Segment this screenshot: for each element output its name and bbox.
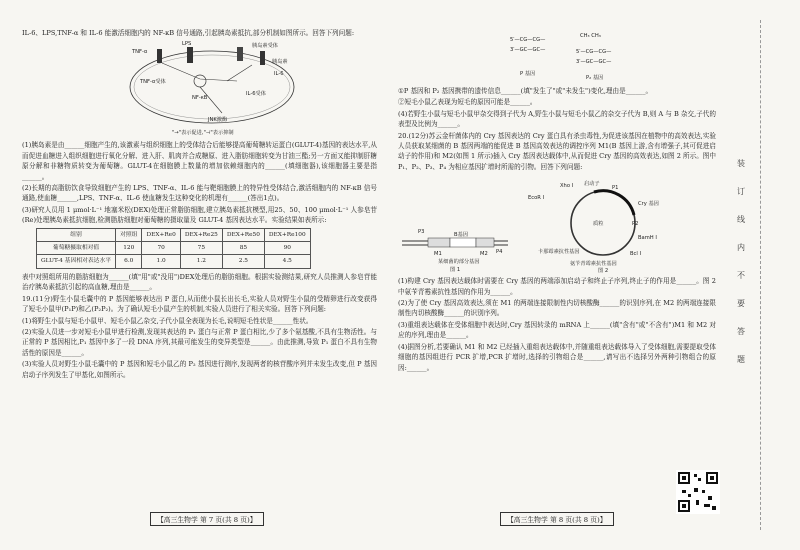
- question-20: 20.(12分)苏云金杆菌体内的 Cry 基因表达的 Cry 蛋白具有杀虫毒性,为促进该基因在植物中的高效表达,实验人员获取某细菌的 B 基因两端的能促进 B 基因高效表达的调控序列 M1(B 基因上游,含有增强子,其可促进启动子的作用)和 M2(如图 1 所示)插入 Cry 基因表达载体中,从而促进 Cry 基因的高效表达,如图 2 所示。图中 P₁、P₂、P₃、P₄ 为相应基因扩增时所需的引物。回答下列问题:: [398, 131, 716, 171]
- side-char: 要: [737, 299, 745, 308]
- p2-seq-top: 5′—CG—CG—: [576, 49, 612, 55]
- plasmid-diagram: [398, 175, 716, 273]
- p2-seq-bot: 3′—GC—GC—: [576, 59, 612, 65]
- p2-label: P2: [632, 221, 639, 228]
- tnf-label: TNF-α: [132, 49, 148, 56]
- question-20-2: (2)为了使 Cry 基因高效表达,须在 M1 的两端连接限制性内切核酸酶______的识别序列,在 M2 的两端连接限制性内切核酸酶______的识别序列。: [398, 299, 716, 318]
- question-19: 19.(11分)野生小鼠毛囊中的 P 基因能够表达出 P 蛋白,从而使小鼠长出长毛,实验人员对野生小鼠的受精卵进行改变获得了短毛小鼠甲(P₁P)和乙(P₂P₂)。为了确认短毛小鼠产生的机制,实验人员进行了相关实验。回答下列问题:: [22, 294, 377, 314]
- bgene-box: [450, 238, 476, 247]
- ecor-label: EcoR Ⅰ: [528, 195, 545, 202]
- question-1: (1)胰岛素是由______细胞产生的,该激素与组织细胞上的受体结合后能够提高葡萄糖转运蛋白(GLUT-4)基因的表达水平,从而促进血糖进入组织细胞进行氧化分解、进入肝、肌肉并合成糖原、进入脂肪细胞转变为甘油三酯;另一方面又能抑制肝糖原分解和非糖物质转变为葡萄糖。GLUT-4在细胞膜上数量的增加依赖细胞内的______(填细胞器),该细胞器主要是指______。: [22, 141, 377, 181]
- table-row: [37, 255, 311, 268]
- amp-label: 氨苄青霉素抗性基因: [570, 261, 617, 268]
- binding-line: [760, 20, 761, 530]
- table-header: DEX+Re25: [180, 228, 222, 241]
- p-seq-bot: 3′—GC—GC—: [510, 47, 546, 53]
- page-footer-left: 【高三生物学 第 7 页(共 8 页)】: [150, 512, 264, 526]
- question-19-3a: ①P 基因和 P₂ 基因携带的遗传信息______(填"发生了"或"未发生")变化,理由是______。: [398, 87, 653, 95]
- table-header: DEX+Re50: [222, 228, 264, 241]
- insulin-resistance-figure: [22, 41, 377, 137]
- table-cell: 2.5: [222, 255, 264, 268]
- table-cell: 120: [116, 242, 142, 255]
- question-2: (2)长期的高脂肪饮食导致细胞产生的 LPS、TNF-α、IL-6 能与靶细胞膜上的特异性受体结合,激活细胞内的 NF-κB 信号通路,使血糖______,LPS、TNF-α、IL-6 使血糖发生这种变化的机理有______(答出1点)。: [22, 184, 377, 203]
- p-gene-label: P 基因: [520, 71, 536, 77]
- il6r-label: IL-6受体: [246, 91, 266, 98]
- side-char: 内: [737, 243, 745, 252]
- tnfr-label: TNF-α受体: [140, 79, 166, 86]
- table-cell: 75: [180, 242, 222, 255]
- page-footer-right: 【高三生物学 第 8 页(共 8 页)】: [500, 512, 614, 526]
- question-20-1: (1)构建 Cry 基因表达载体时需要在 Cry 基因的两端添加启动子和终止子序列,终止子的作用是______。图 2 中氨苄青霉素抗性基因的作用为______。: [398, 277, 716, 296]
- table-cell: 4.5: [264, 255, 310, 268]
- m1-box: [428, 238, 450, 247]
- m2-box: [476, 238, 494, 247]
- tnf-receptor-shape: [157, 49, 162, 63]
- nfkb-label: NF-κB: [192, 95, 208, 102]
- plasmid-label: 质粒: [593, 221, 604, 228]
- question-19-4: (4)若野生小鼠与短毛小鼠甲杂交得到子代为 A,野生小鼠与短毛小鼠乙的杂交子代为 B,则 A 与 B 杂交,子代的表型及比例为______。: [398, 109, 716, 129]
- cry-label: Cry 基因: [638, 201, 659, 208]
- cry-segment: [594, 191, 634, 215]
- side-char: 订: [737, 187, 745, 196]
- table-cell: 葡萄糖摄取相对值: [37, 242, 116, 255]
- question-19-2: (2)实验人员进一步对短毛小鼠甲进行检测,发现其表达的 P₁ 蛋白与正常 P 蛋白相比,少了多个氨基酸,不具有生物活性。与正常的 P 基因相比,P₁ 基因中多了一段 DNA 序列,其最可能发生的变异类型是______。由此推测,导致 P₁ 蛋白不具有生物活性的原因是______。: [22, 327, 377, 357]
- results-table: [36, 228, 311, 269]
- question-3b: 表中对照组所用的脂肪细胞为______(填"用"或"没用")DEX处理后的脂肪细胞。根据实验测结果,研究人员推测人参皂苷能治疗胰岛素抵抗引起的高血糖,理由是______。: [22, 272, 377, 292]
- table-header: 组别: [37, 228, 116, 241]
- binding-notice: [734, 150, 748, 374]
- il6-label: IL-6: [274, 71, 284, 78]
- side-char: 不: [737, 271, 745, 280]
- methylation-figure: [398, 31, 716, 83]
- fig2-caption: 图 2: [598, 268, 609, 274]
- side-char: 装: [737, 159, 745, 168]
- question-19-3: (3)实验人员对野生小鼠毛囊中的 P 基因和短毛小鼠乙的 P₂ 基因进行测序,发现两者的核苷酸序列并未发生改变,但 P 基因启动子序列发生了甲基化,如图所示。: [22, 360, 377, 379]
- receptor-label: 胰岛素受体: [252, 43, 278, 50]
- table-header: DEX+Re100: [264, 228, 310, 241]
- left-column: [22, 28, 377, 381]
- intro-text: IL-6、LPS,TNF-α 和 IL-6 能激活细胞内的 NF-κB 信号通路,引起胰岛素抵抗,部分机制如图所示。回答下列问题:: [22, 29, 355, 37]
- insulin-label: 胰岛素: [272, 59, 288, 66]
- table-cell: 1.2: [180, 255, 222, 268]
- frag-label: 某细菌的部分基因: [438, 259, 480, 266]
- p-seq-top: 5′—CG—CG—: [510, 37, 546, 43]
- table-row: [37, 242, 311, 255]
- promoter-label: 启动子: [584, 181, 600, 188]
- m2-label: M2: [480, 251, 488, 258]
- methylation-diagram: [398, 31, 716, 83]
- lps-label: LPS: [182, 41, 192, 48]
- side-char: 答: [737, 327, 745, 336]
- plasmid-figure: [398, 175, 716, 273]
- question-19-1: (1)将野生小鼠与短毛小鼠甲、短毛小鼠乙杂交,子代小鼠全表现为长毛,说明短毛性状是______性状。: [22, 316, 313, 325]
- fig1-caption: 图 1: [450, 267, 461, 274]
- p1-label: P1: [612, 185, 619, 192]
- table-cell: 1.0: [142, 255, 180, 268]
- qr-code: [676, 470, 720, 514]
- insulin-receptor-shape: [237, 47, 243, 61]
- m1-label: M1: [434, 251, 442, 258]
- table-cell: GLUT-4 基因相对表达水平: [37, 255, 116, 268]
- table-cell: 90: [264, 242, 310, 255]
- cell-signaling-diagram: [22, 41, 377, 137]
- bgene-label: B基因: [454, 232, 468, 239]
- question-20-4: (4)据图分析,若要确认 M1 和 M2 已经插入重组表达载体中,并随重组表达载体导入了受体细胞,需要提取受体细胞的基因组进行 PCR 扩增,PCR 扩增时,选择的引物组合是______,请写出不选择另外两种引物组合的原因:______。: [398, 342, 716, 372]
- qr-code-icon: [676, 470, 720, 514]
- p2-gene-label: P₂ 基因: [586, 75, 604, 81]
- table-header-row: [37, 228, 311, 241]
- side-char: 题: [737, 355, 745, 364]
- table-cell: 85: [222, 242, 264, 255]
- figure-caption: "→"表示促进,"⊣"表示抑制: [172, 130, 234, 137]
- kana-label: 卡那霉素抗性基因: [538, 249, 580, 256]
- bcl-label: Bcl Ⅰ: [630, 251, 642, 258]
- table-cell: 6.0: [116, 255, 142, 268]
- methyl-label: CH₃ CH₃: [580, 33, 601, 39]
- table-header: 对照组: [116, 228, 142, 241]
- jnk-label: JNK激酶: [208, 117, 228, 124]
- p4-label: P4: [496, 249, 503, 256]
- right-column: [398, 28, 716, 374]
- side-char: 线: [737, 215, 745, 224]
- question-19-3b: ②短毛小鼠乙表现为短毛的原因可能是______。: [398, 98, 537, 107]
- question-3: (3)研究人员用 1 μmol·L⁻¹ 地塞米松(DEX)处理正常脂肪细胞,建立胰岛素抵抗模型,用25、50、100 μmol·L⁻¹ 人参皂苷(Re)处理胰岛素抵抗细胞,检测脂肪细胞对葡萄糖的摄取量及 GLUT-4 基因表达水平。实验结果如表所示:: [22, 205, 377, 225]
- xho-label: Xho Ⅰ: [560, 183, 574, 190]
- p3-label: P3: [418, 229, 425, 236]
- table-cell: 70: [142, 242, 180, 255]
- cell-membrane: [130, 51, 294, 123]
- table-header: DEX+Re0: [142, 228, 180, 241]
- question-20-3: (3)重组表达载体在受体细胞中表达时,Cry 基因转录的 mRNA 上______(填"含有"或"不含有")M1 和 M2 对应的序列,理由是______。: [398, 320, 716, 340]
- bam-label: BamH Ⅰ: [638, 235, 657, 242]
